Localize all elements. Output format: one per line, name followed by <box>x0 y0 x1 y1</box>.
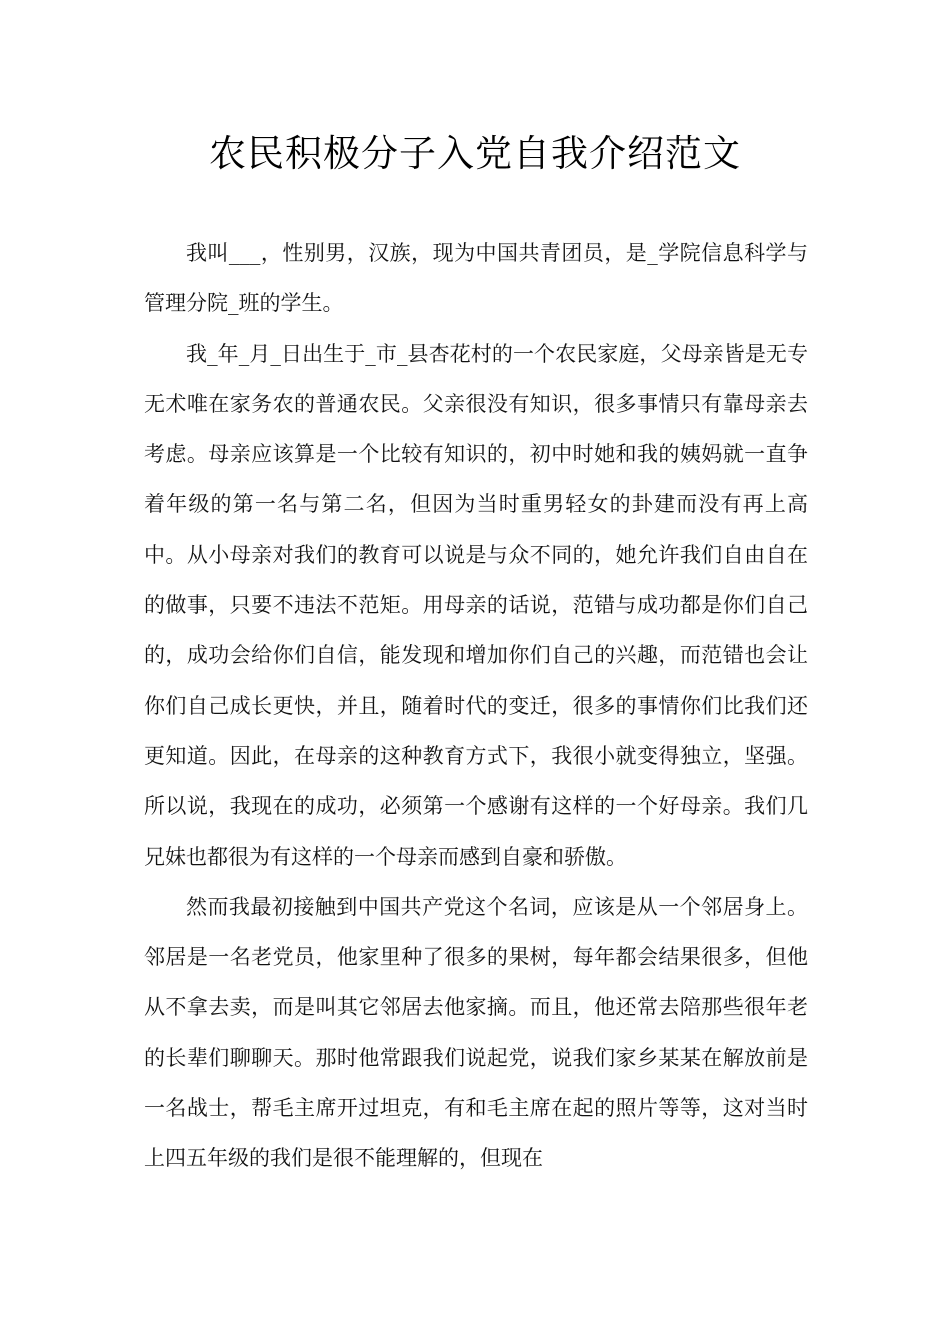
paragraph-neighbor: 然而我最初接触到中国共产党这个名词，应该是从一个邻居身上。邻居是一名老党员，他家里种了很多的果树，每年都会结果很多，但他从不拿去卖，而是叫其它邻居去他家摘。而且，他还常去陪那些很年老的长辈们聊聊天。那时他常跟我们说起党，说我们家乡某某在解放前是一名战士，帮毛主席开过坦克，有和毛主席在起的照片等等，这对当时上四五年级的我们是很不能理解的，但现在 <box>144 894 808 1171</box>
paragraph-family: 我_年_月_日出生于_市_县杏花村的一个农民家庭，父母亲皆是无专无术唯在家务农的普通农民。父亲很没有知识，很多事情只有靠母亲去考虑。母亲应该算是一个比较有知识的，初中时她和我的姨妈就一直争着年级的第一名与第二名，但因为当时重男轻女的卦建而没有再上高中。从小母亲对我们的教育可以说是与众不同的，她允许我们自由自在的做事，只要不违法不范矩。用母亲的话说，范错与成功都是你们自己的，成功会给你们自信，能发现和增加你们自己的兴趣，而范错也会让你们自己成长更快，并且，随着时代的变迁，很多的事情你们比我们还更知道。因此，在母亲的这种教育方式下，我很小就变得独立，坚强。所以说，我现在的成功，必须第一个感谢有这样的一个好母亲。我们几兄妹也都很为有这样的一个母亲而感到自豪和骄傲。 <box>144 341 808 869</box>
paragraph-intro: 我叫___，性别男，汉族，现为中国共青团员，是_学院信息科学与管理分院_班的学生。 <box>144 241 808 316</box>
document-body <box>144 228 808 1184</box>
document-title: 农民积极分子入党自我介绍范文 <box>209 132 741 175</box>
